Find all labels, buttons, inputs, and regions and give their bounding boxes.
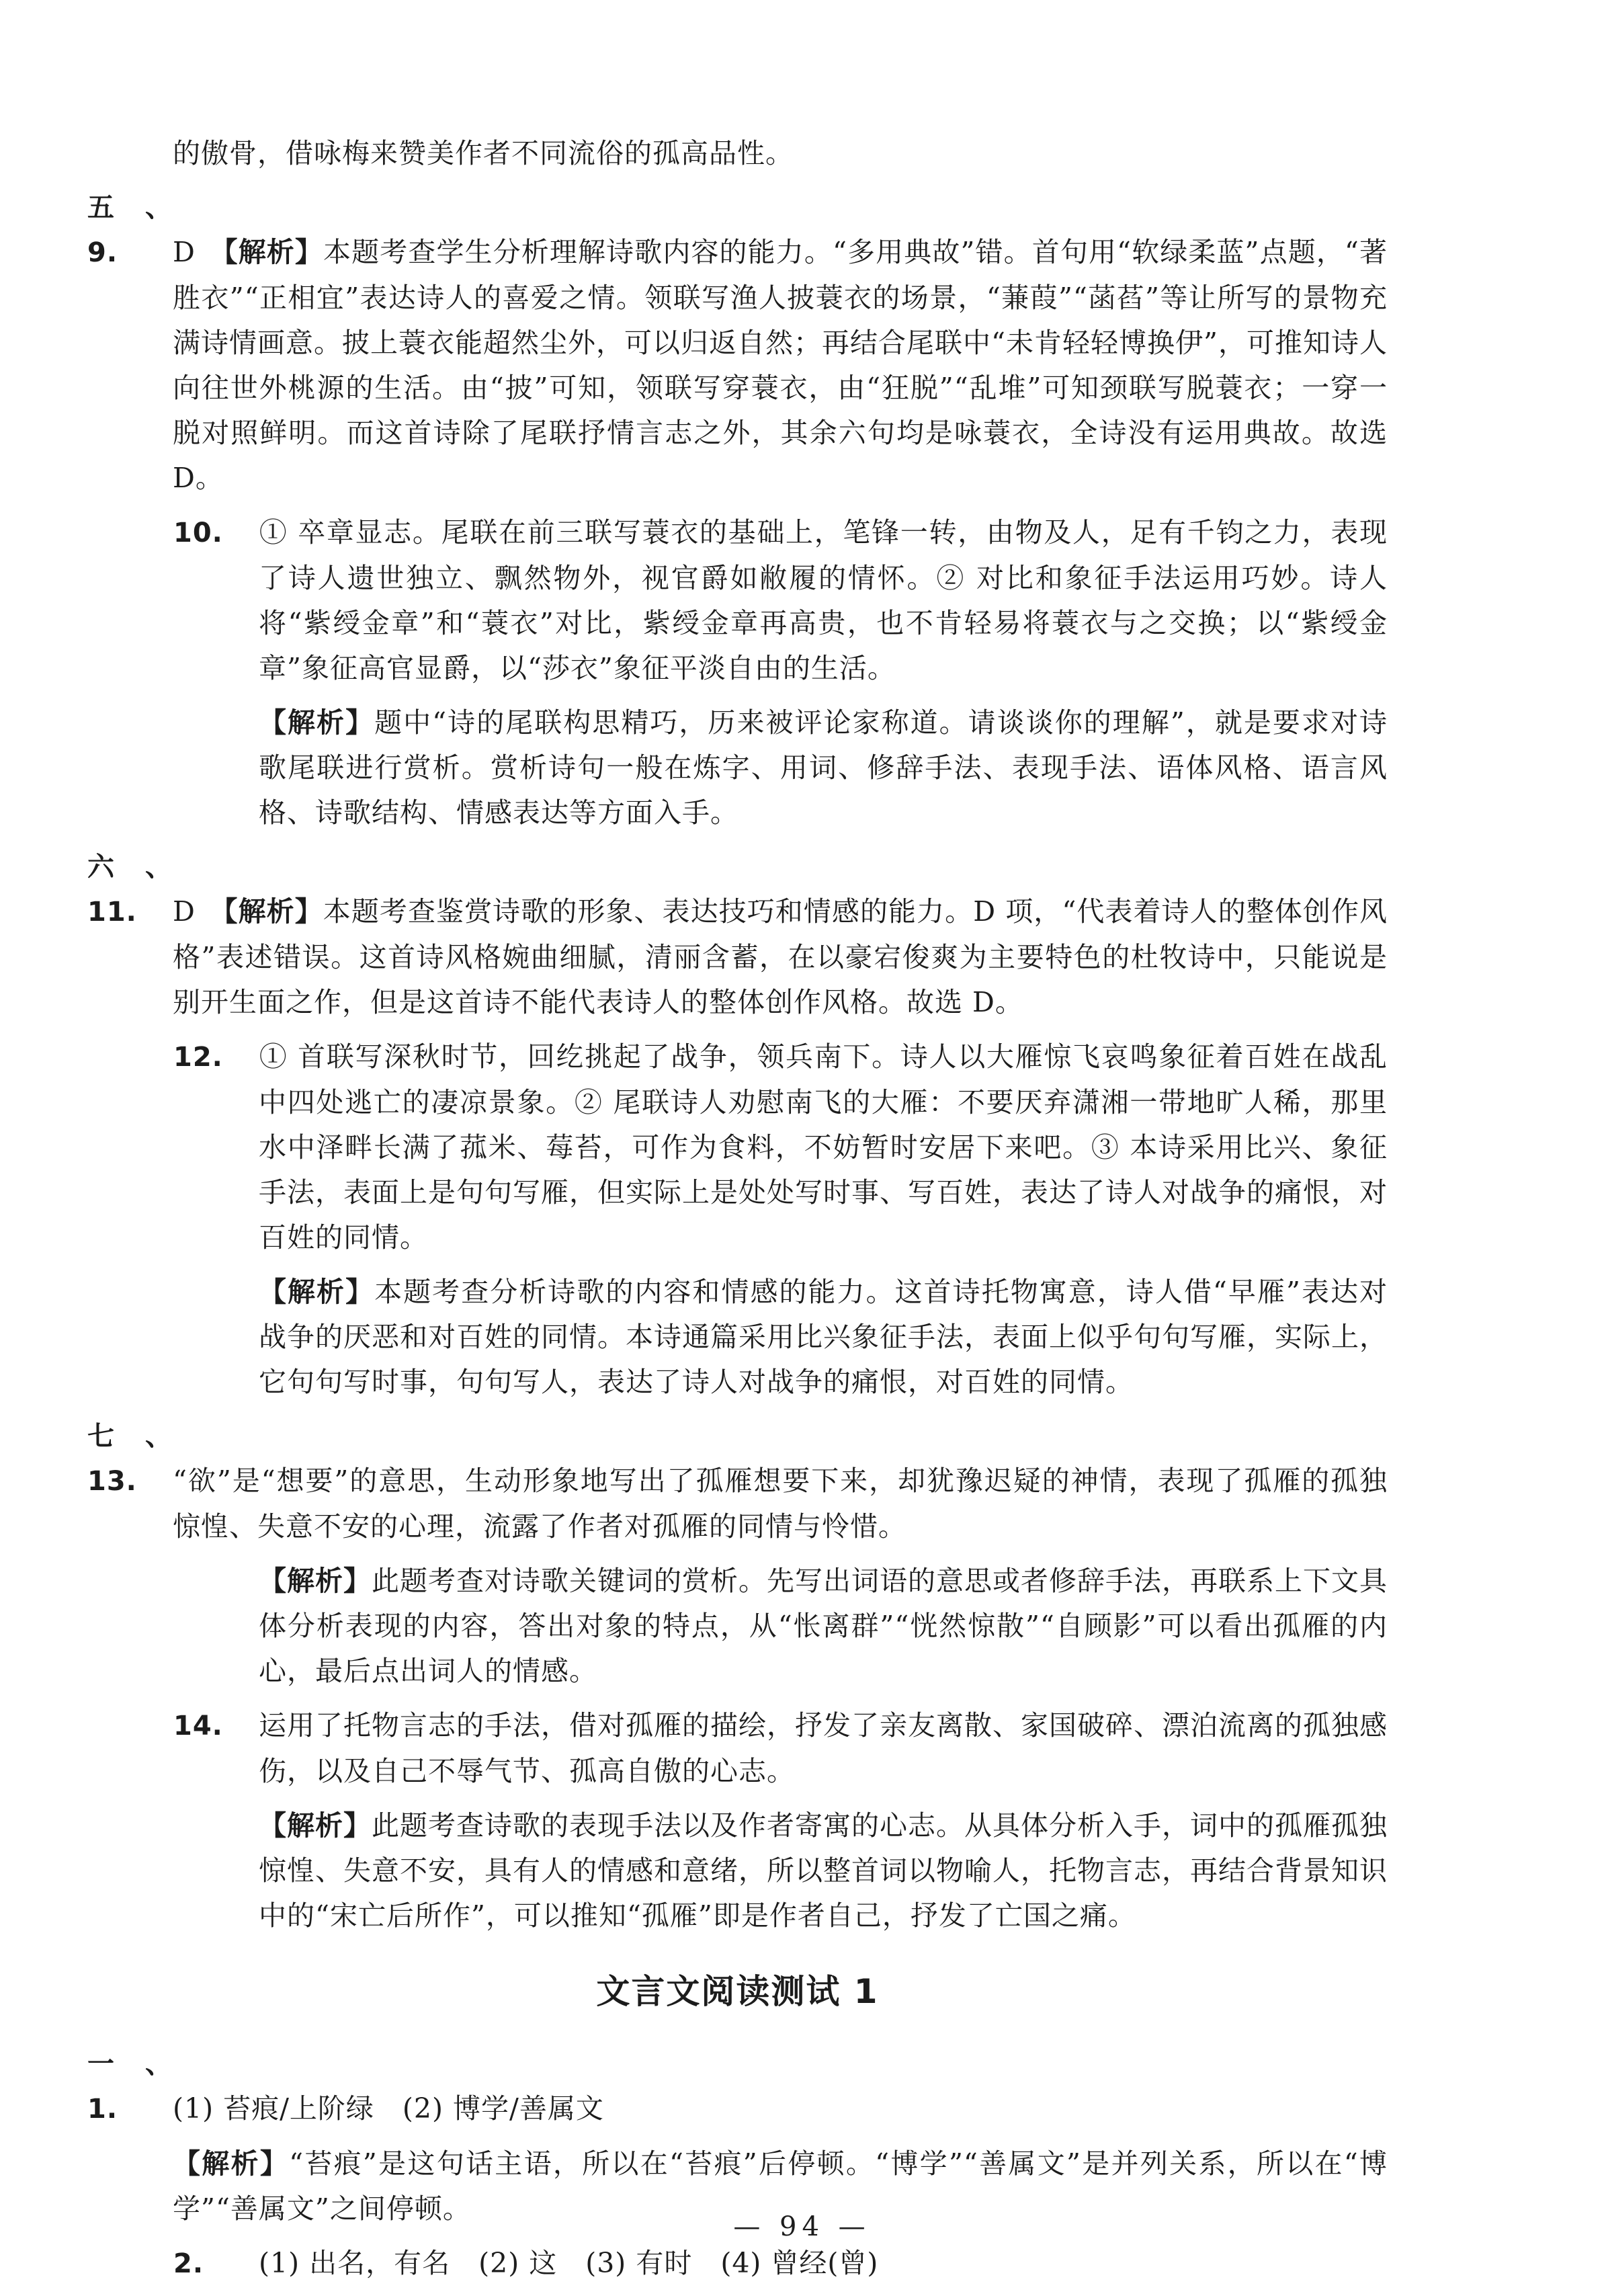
analysis-tag: 【解析】 xyxy=(259,1809,372,1842)
text: 的傲骨，借咏梅来赞美作者不同流俗的孤高品性。 xyxy=(173,137,794,169)
text: “欲”是“想要”的意思，生动形象地写出了孤雁想要下来，却犹豫迟疑的神情，表现了孤雁的孤独惊惶、失意不安的心理，流露了作者对孤雁的同情与怜惜。 xyxy=(173,1465,1388,1543)
analysis-tag: 【解析】 xyxy=(259,706,375,739)
page-number: — 94 — xyxy=(733,2211,871,2242)
question-number: 10. xyxy=(173,518,223,548)
analysis-12 xyxy=(87,1270,1388,1405)
continued-text xyxy=(87,131,1388,176)
question-number: 一、1. xyxy=(87,2049,173,2125)
answer-item-7-13 xyxy=(87,1414,1388,1549)
text: 本题考查学生分析理解诗歌内容的能力。“多用典故”错。首句用“软绿柔蓝”点题，“著胜衣”“正相宜”表达诗人的喜爱之情。领联写渔人披蓑衣的场景，“蒹葭”“菡萏”等让所写的景物充满诗情画意。披上蓑衣能超然尘外，可以归返自然；再结合尾联中“未肯轻轻博换伊”，可推知诗人向往世外桃源的生活。由“披”可知，领联写穿蓑衣，由“狂脱”“乱堆”可知颈联写脱蓑衣；一穿一脱对照鲜明。而这首诗除了尾联抒情言志之外，其余六句均是咏蓑衣，全诗没有运用典故。故选 D。 xyxy=(173,236,1388,494)
text: 此题考查诗歌的表现手法以及作者寄寓的心志。从具体分析入手，词中的孤雁孤独惊惶、失意不安，具有人的情感和意绪，所以整首词以物喻人，托物言志，再结合背景知识中的“宋亡后所作”，可以推知“孤雁”即是作者自己，抒发了亡国之痛。 xyxy=(259,1809,1388,1932)
question-number: 七、13. xyxy=(87,1421,173,1497)
analysis-tag: 【解析】 xyxy=(259,1276,375,1308)
question-number: 六、11. xyxy=(87,852,173,928)
question-number: 14. xyxy=(173,1711,223,1741)
analysis-14 xyxy=(87,1803,1388,1938)
text: (1) 出名，有名 (2) 这 (3) 有时 (4) 曾经(曾) xyxy=(259,2247,879,2279)
question-number: 2. xyxy=(173,2248,204,2279)
answer-letter: D xyxy=(173,895,196,928)
text: 运用了托物言志的手法，借对孤雁的描绘，抒发了亲友离散、家国破碎、漂泊流离的孤独感伤，以及自己不辱气节、孤高自傲的心志。 xyxy=(259,1709,1388,1787)
text: 本题考查分析诗歌的内容和情感的能力。这首诗托物寓意，诗人借“早雁”表达对战争的厌恶和对百姓的同情。本诗通篇采用比兴象征手法，表面上似乎句句写雁，实际上，它句句写时事，句句写人，表达了诗人对战争的痛恨，对百姓的同情。 xyxy=(259,1276,1388,1398)
text: 题中“诗的尾联构思精巧，历来被评论家称道。请谈谈你的理解”，就是要求对诗歌尾联进行赏析。赏析诗句一般在炼字、用词、修辞手法、表现手法、语体风格、语言风格、诗歌结构、情感表达等方面入手。 xyxy=(259,706,1388,829)
answer-item-2 xyxy=(87,2241,1388,2287)
analysis-10 xyxy=(87,700,1388,835)
analysis-13 xyxy=(87,1559,1388,1694)
text: (1) 苔痕/上阶绿 (2) 博学/善属文 xyxy=(173,2092,604,2125)
analysis-tag: 【解析】 xyxy=(224,236,324,268)
answer-item-14 xyxy=(87,1703,1388,1794)
question-number: 五、9. xyxy=(87,192,173,268)
text: ① 首联写深秋时节，回纥挑起了战争，领兵南下。诗人以大雁惊飞哀鸣象征着百姓在战乱中四处逃亡的凄凉景象。② 尾联诗人劝慰南飞的大雁：不要厌弃潇湘一带地旷人稀，那里水中泽畔长满了菰米、莓苔，可作为食料，不妨暂时安居下来吧。③ 本诗采用比兴、象征手法，表面上是句句写雁，但实际上是处处写时事、写百姓，表达了诗人对战争的痛恨，对百姓的同情。 xyxy=(259,1040,1388,1254)
answer-item-6-11 xyxy=(87,845,1388,1025)
section-title: 文言文阅读测试 1 xyxy=(596,1972,879,2011)
analysis-tag: 【解析】 xyxy=(259,1565,372,1597)
question-number: 12. xyxy=(173,1042,223,1073)
answer-letter: D xyxy=(173,236,196,268)
text: 本题考查鉴赏诗歌的形象、表达技巧和情感的能力。D 项，“代表着诗人的整体创作风格”表述错误。这首诗风格婉曲细腻，清丽含蓄，在以豪宕俊爽为主要特色的杜牧诗中，只能说是别开生面之作，但是这首诗不能代表诗人的整体创作风格。故选 D。 xyxy=(173,895,1388,1018)
text: ① 卒章显志。尾联在前三联写蓑衣的基础上，笔锋一转，由物及人，足有千钧之力，表现了诗人遗世独立、飘然物外，视官爵如敝履的情怀。② 对比和象征手法运用巧妙。诗人将“紫绶金章”和“蓑衣”对比，紫绶金章再高贵，也不肯轻易将蓑衣与之交换；以“紫绶金章”象征高官显爵，以“莎衣”象征平淡自由的生活。 xyxy=(259,516,1388,684)
analysis-tag: 【解析】 xyxy=(224,895,323,928)
answer-item-12 xyxy=(87,1034,1388,1260)
answer-item-10 xyxy=(87,510,1388,691)
answer-content xyxy=(87,131,1388,2296)
analysis-tag: 【解析】 xyxy=(173,2147,290,2180)
text: 此题考查对诗歌关键词的赏析。先写出词语的意思或者修辞手法，再联系上下文具体分析表现的内容，答出对象的特点，从“怅离群”“恍然惊散”“自顾影”可以看出孤雁的内心，最后点出词人的情感。 xyxy=(259,1565,1388,1687)
answer-item-5-9 xyxy=(87,186,1388,501)
text: “苔痕”是这句话主语，所以在“苔痕”后停顿。“博学”“善属文”是并列关系，所以在“博学”“善属文”之间停顿。 xyxy=(173,2147,1388,2225)
answer-item-1-1 xyxy=(87,2042,1388,2132)
